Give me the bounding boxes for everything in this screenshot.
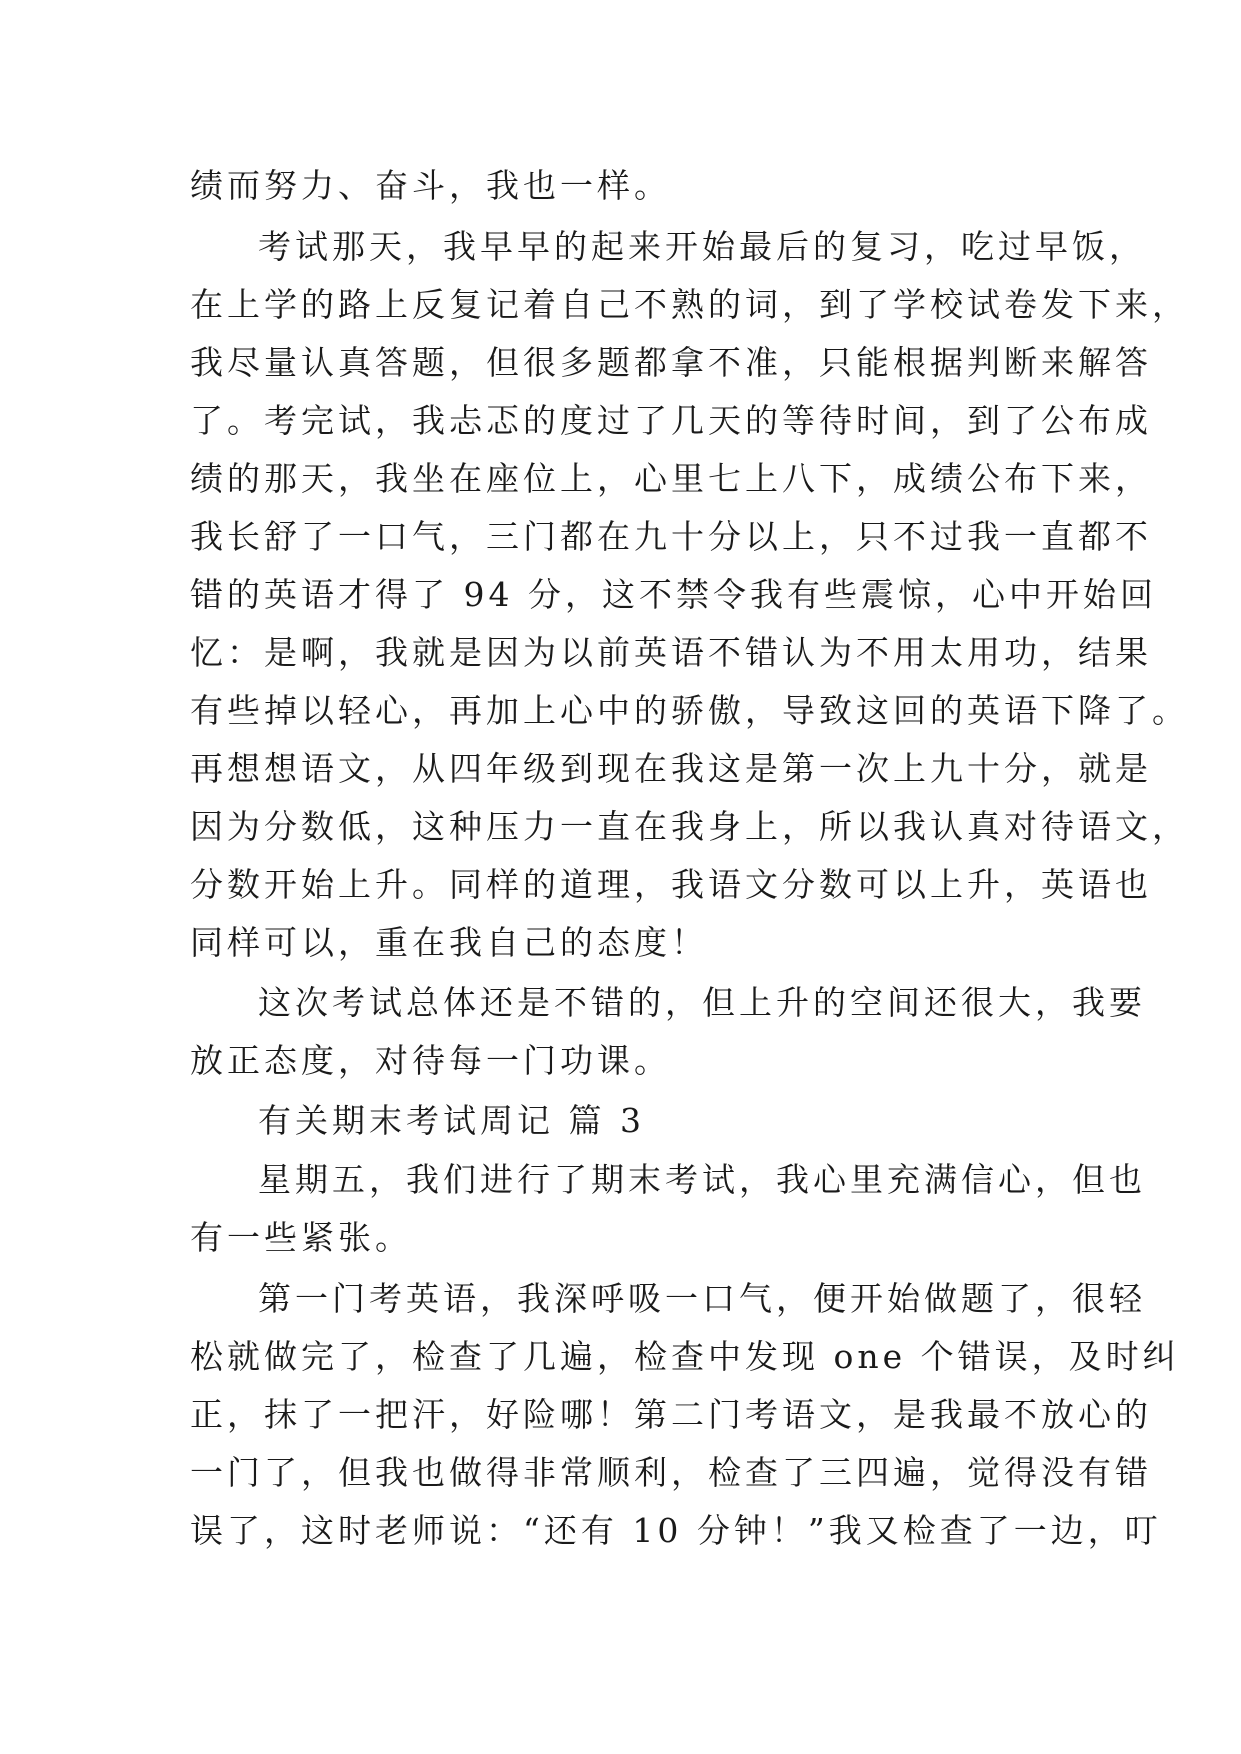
text-line: 忆：是啊，我就是因为以前英语不错认为不用太用功，结果 [190, 633, 1152, 672]
text-line: 因为分数低，这种压力一直在我身上，所以我认真对待语文， [190, 807, 1189, 846]
text-line: 有一些紧张。 [190, 1218, 412, 1257]
text-line: 一门了，但我也做得非常顺利，检查了三四遍，觉得没有错 [190, 1453, 1152, 1492]
paragraph-start: 这次考试总体还是不错的，但上升的空间还很大，我要 [258, 983, 1146, 1022]
paragraph-start: 星期五，我们进行了期末考试，我心里充满信心，但也 [258, 1160, 1146, 1199]
text-line: 误了，这时老师说：“还有 10 分钟！”我又检查了一边，叮 [190, 1511, 1162, 1550]
text-line: 绩而努力、奋斗，我也一样。 [190, 166, 671, 205]
text-line: 再想想语文，从四年级到现在我这是第一次上九十分，就是 [190, 749, 1152, 788]
text-line: 有些掉以轻心，再加上心中的骄傲，导致这回的英语下降了。 [190, 691, 1189, 730]
text-line: 我尽量认真答题，但很多题都拿不准，只能根据判断来解答 [190, 343, 1152, 382]
text-line: 绩的那天，我坐在座位上，心里七上八下，成绩公布下来， [190, 459, 1152, 498]
paragraph-start: 第一门考英语，我深呼吸一口气，便开始做题了，很轻 [258, 1279, 1146, 1318]
text-line: 松就做完了，检查了几遍，检查中发现 one 个错误，及时纠 [190, 1337, 1180, 1376]
text-line: 在上学的路上反复记着自己不熟的词，到了学校试卷发下来， [190, 285, 1189, 324]
text-line: 同样可以，重在我自己的态度！ [190, 923, 708, 962]
text-line: 分数开始上升。同样的道理，我语文分数可以上升，英语也 [190, 865, 1152, 904]
text-line: 我长舒了一口气，三门都在九十分以上，只不过我一直都不 [190, 517, 1152, 556]
text-line: 错的英语才得了 94 分，这不禁令我有些震惊，心中开始回 [190, 575, 1157, 614]
paragraph-start: 考试那天，我早早的起来开始最后的复习，吃过早饭， [258, 227, 1146, 266]
text-line: 了。考完试，我忐忑的度过了几天的等待时间，到了公布成 [190, 401, 1152, 440]
text-line: 正，抹了一把汗，好险哪！第二门考语文，是我最不放心的 [190, 1395, 1152, 1434]
text-line: 放正态度，对待每一门功课。 [190, 1041, 671, 1080]
section-heading: 有关期末考试周记 篇 3 [258, 1101, 645, 1140]
